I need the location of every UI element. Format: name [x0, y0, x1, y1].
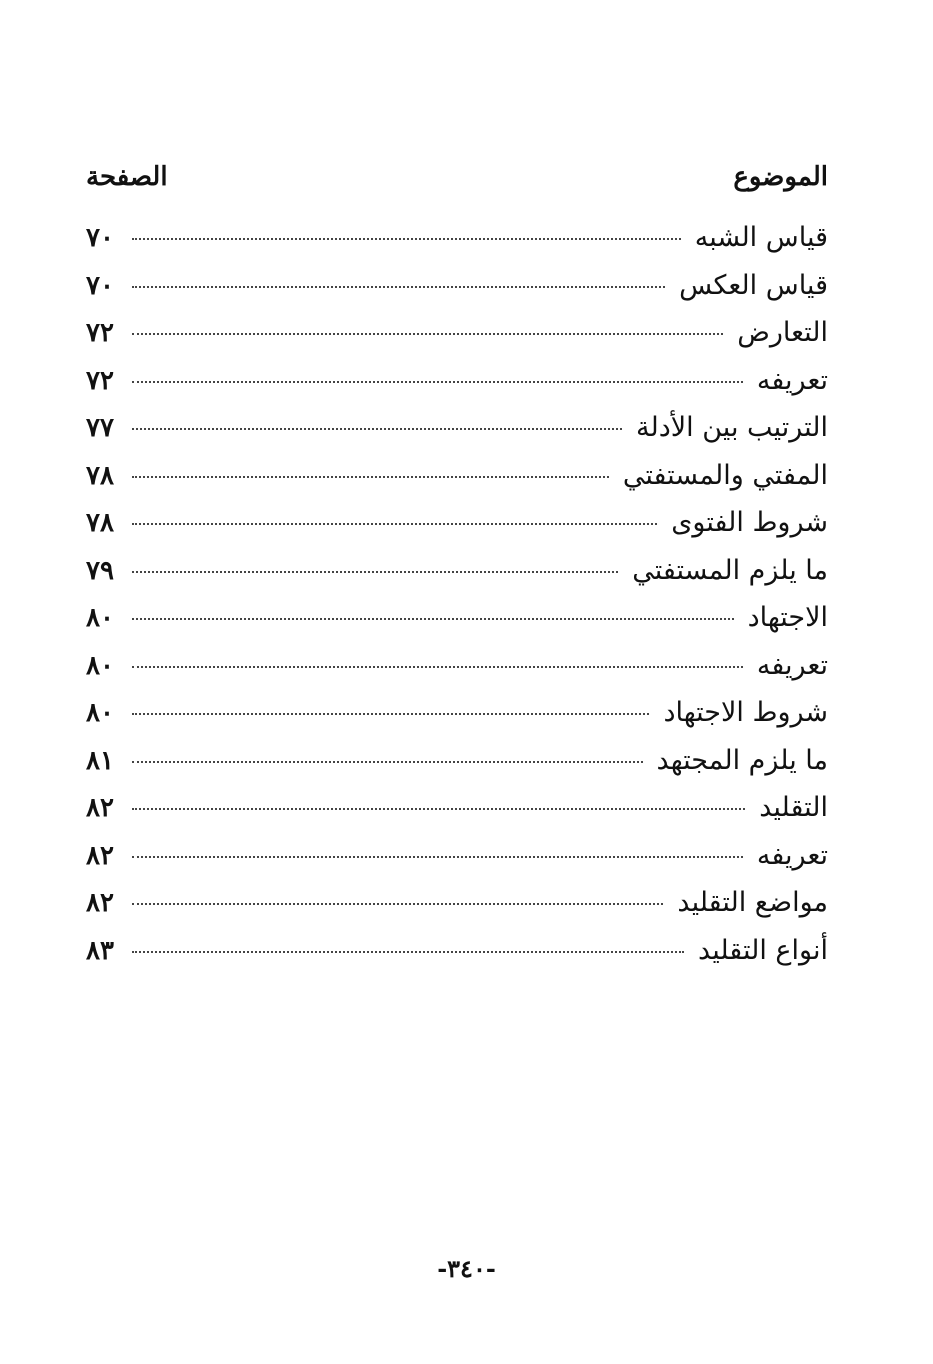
dot-leader [132, 761, 643, 763]
toc-entry [86, 602, 828, 650]
toc-entry-page: ٨٠ [86, 603, 114, 633]
toc-entry-title: المفتي والمستفتي [622, 459, 828, 491]
dot-leader [132, 476, 609, 478]
dot-leader [132, 333, 723, 335]
dot-leader [132, 808, 745, 810]
toc-entry-page: ٨٢ [86, 888, 114, 918]
toc-entry-page: ٧٢ [86, 365, 114, 396]
toc-entry-title: قياس الشبه [694, 222, 828, 253]
toc-entry-page: ٧٢ [86, 318, 114, 348]
dot-leader [132, 666, 743, 668]
dot-leader [132, 238, 681, 240]
dot-leader [132, 381, 743, 383]
toc-entry [86, 412, 828, 460]
toc-entry-title: قياس العكس [679, 269, 828, 301]
page-column-heading: الصفحة [86, 162, 168, 192]
toc-entry-title: التقليد [759, 792, 828, 823]
toc-entry [86, 650, 828, 698]
toc-entry-page: ٧٩ [86, 555, 114, 586]
toc-entry-page: ٧٠ [86, 270, 114, 301]
toc-entry-page: ٨٠ [86, 698, 114, 728]
toc-entry-page: ٧٨ [86, 460, 114, 491]
toc-entry-title: تعريفه [756, 364, 828, 396]
dot-leader [132, 428, 622, 430]
toc-entry-page: ٧٧ [86, 413, 114, 443]
toc-entry-page: ٧٨ [86, 508, 114, 538]
toc-entry [86, 507, 828, 555]
toc-entry-page: ٧٠ [86, 223, 114, 253]
toc-entry [86, 365, 828, 413]
toc-header [86, 162, 828, 202]
toc-entry [86, 222, 828, 270]
table-of-contents [86, 222, 828, 982]
toc-entry-title: شروط الفتوى [671, 507, 828, 538]
dot-leader [132, 856, 743, 858]
toc-entry-title: الترتيب بين الأدلة [636, 412, 828, 443]
page-number: -٣٤٠- [437, 1254, 496, 1283]
toc-entry [86, 745, 828, 793]
toc-entry-title: تعريفه [756, 649, 828, 681]
dot-leader [132, 951, 684, 953]
toc-entry-title: ما يلزم المستفتي [632, 554, 828, 586]
dot-leader [132, 286, 665, 288]
toc-entry-title: ما يلزم المجتهد [656, 744, 828, 776]
toc-entry [86, 460, 828, 508]
toc-entry-page: ٨٠ [86, 650, 114, 681]
toc-entry [86, 697, 828, 745]
topic-column-heading: الموضوع [733, 162, 828, 192]
toc-entry-page: ٨١ [86, 745, 114, 776]
toc-entry-title: تعريفه [756, 839, 828, 871]
toc-entry-page: ٨٣ [86, 935, 114, 966]
toc-entry-title: أنواع التقليد [698, 934, 828, 966]
dot-leader [132, 713, 649, 715]
toc-entry [86, 317, 828, 365]
toc-entry-title: الاجتهاد [747, 602, 828, 633]
toc-entry [86, 792, 828, 840]
toc-entry-page: ٨٢ [86, 793, 114, 823]
dot-leader [132, 618, 734, 620]
toc-entry-title: مواضع التقليد [677, 887, 828, 918]
toc-entry [86, 935, 828, 983]
toc-entry-title: التعارض [737, 317, 828, 348]
toc-entry-page: ٨٢ [86, 840, 114, 871]
toc-entry [86, 270, 828, 318]
toc-entry [86, 887, 828, 935]
toc-entry [86, 555, 828, 603]
dot-leader [132, 571, 618, 573]
dot-leader [132, 523, 657, 525]
toc-entry-title: شروط الاجتهاد [663, 697, 828, 728]
toc-entry [86, 840, 828, 888]
dot-leader [132, 903, 663, 905]
